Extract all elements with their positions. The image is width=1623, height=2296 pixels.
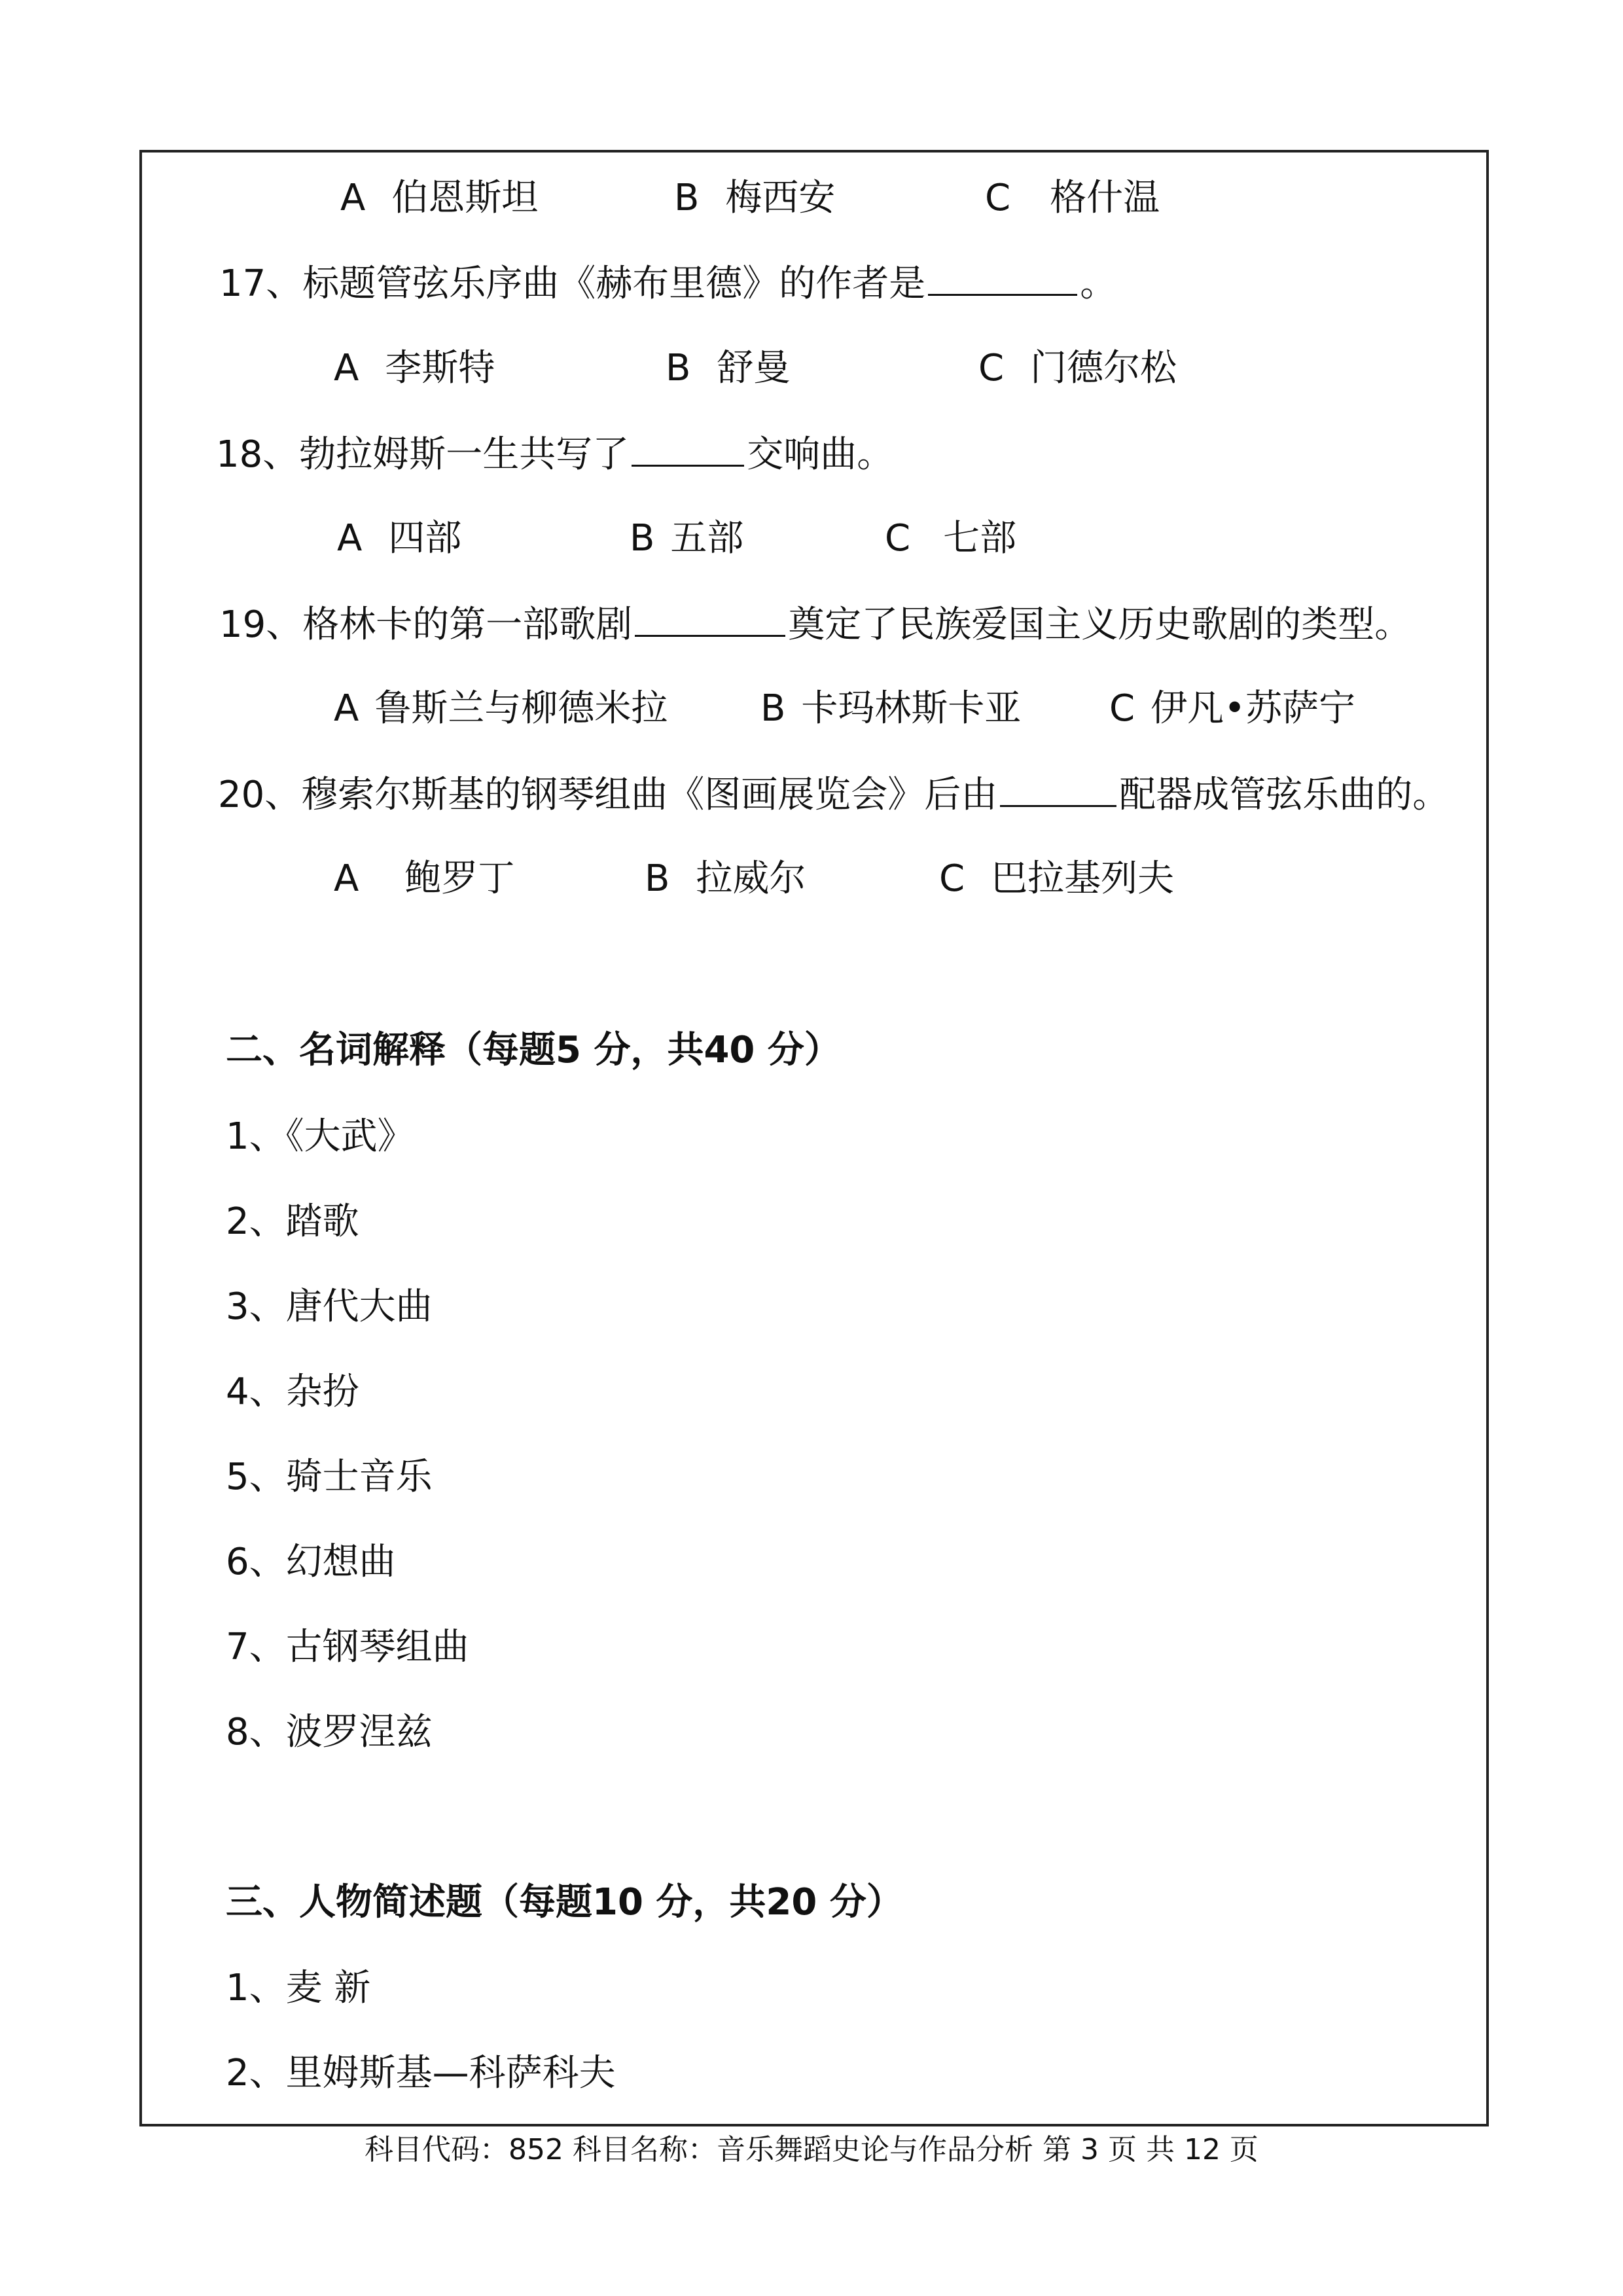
q17-option-c: [978, 346, 1177, 391]
option-letter: C: [1109, 687, 1135, 730]
question-text: 19、格林卡的第一部歌剧: [219, 603, 633, 646]
option-text: 巴拉基列夫: [991, 857, 1175, 900]
question-text: 18、勃拉姆斯一生共写了: [216, 433, 630, 476]
q16-option-b: [674, 175, 835, 221]
option-text: 五部: [670, 517, 744, 560]
question-text-end: 交响曲。: [747, 433, 894, 476]
question-text-end: 奠定了民族爱国主义历史歌剧的类型。: [788, 603, 1412, 646]
option-letter: A: [340, 177, 366, 219]
q18-option-a: [337, 516, 461, 562]
question-text: 20、穆索尔斯基的钢琴组曲《图画展览会》后由: [218, 774, 998, 816]
option-text: 格什温: [1050, 177, 1160, 219]
option-letter: C: [978, 347, 1005, 389]
answer-blank: [1000, 771, 1116, 807]
page-footer: 科目代码：852 科目名称：音乐舞蹈史论与作品分析 第 3 页 共 12 页: [365, 2133, 1258, 2166]
option-letter: A: [334, 857, 359, 900]
section-3-title: 三、人物简述题（每题10 分，共20 分）: [226, 1881, 903, 1924]
q20-option-c: [939, 856, 1174, 902]
question-text-end: 配器成管弦乐曲的。: [1119, 774, 1450, 816]
option-letter: A: [334, 687, 359, 730]
option-letter: A: [337, 517, 363, 560]
option-letter: B: [760, 687, 786, 730]
option-letter: C: [939, 857, 965, 900]
q18-option-c: [885, 516, 1016, 562]
term-item: 1、《大武》: [226, 1115, 414, 1158]
term-item: 8、波罗涅兹: [226, 1711, 433, 1753]
option-text: 鲁斯兰与柳德米拉: [374, 687, 668, 730]
option-letter: C: [985, 177, 1011, 219]
option-text: 舒曼: [717, 347, 791, 389]
question-17: [219, 260, 1116, 307]
question-19: [219, 601, 1411, 648]
option-letter: B: [674, 177, 700, 219]
q17-option-a: [334, 346, 495, 391]
answer-blank: [635, 601, 785, 637]
term-item: 7、古钢琴组曲: [226, 1626, 469, 1668]
answer-blank: [928, 260, 1077, 296]
term-item: 3、唐代大曲: [226, 1285, 433, 1328]
q19-option-b: [760, 686, 1021, 732]
person-item: 2、里姆斯基—科萨科夫: [226, 2052, 616, 2094]
question-18: [216, 431, 893, 478]
term-item: 4、杂扮: [226, 1371, 359, 1413]
option-text: 拉威尔: [696, 857, 806, 900]
option-letter: C: [885, 517, 911, 560]
option-letter: A: [334, 347, 359, 389]
q19-option-c: [1109, 686, 1355, 732]
option-letter: B: [645, 857, 670, 900]
option-text: 卡玛林斯卡亚: [801, 687, 1022, 730]
q20-option-a: [334, 856, 514, 902]
q16-option-c: [985, 175, 1160, 221]
option-letter: B: [630, 517, 655, 560]
option-text: 李斯特: [385, 347, 495, 389]
term-item: 5、骑士音乐: [226, 1456, 433, 1498]
option-text: 伯恩斯坦: [391, 177, 539, 219]
q16-option-a: [340, 175, 538, 221]
q19-option-a: [334, 686, 668, 732]
question-text: 17、标题管弦乐序曲《赫布里德》的作者是: [219, 262, 926, 305]
term-item: 2、踏歌: [226, 1200, 359, 1243]
term-item: 6、幻想曲: [226, 1541, 396, 1583]
answer-blank: [632, 431, 744, 467]
option-text: 伊凡•苏萨宁: [1150, 687, 1356, 730]
option-text: 四部: [388, 517, 462, 560]
option-letter: B: [666, 347, 691, 389]
option-text: 七部: [943, 517, 1017, 560]
question-20: [218, 771, 1449, 818]
option-text: 梅西安: [725, 177, 836, 219]
q17-option-b: [666, 346, 790, 391]
option-text: 鲍罗丁: [404, 857, 515, 900]
q20-option-b: [645, 856, 806, 902]
option-text: 门德尔松: [1030, 347, 1177, 389]
section-2-title: 二、名词解释（每题5 分，共40 分）: [226, 1029, 841, 1071]
q18-option-b: [630, 516, 743, 562]
person-item: 1、麦 新: [226, 1967, 371, 2009]
question-text-end: 。: [1080, 262, 1117, 305]
